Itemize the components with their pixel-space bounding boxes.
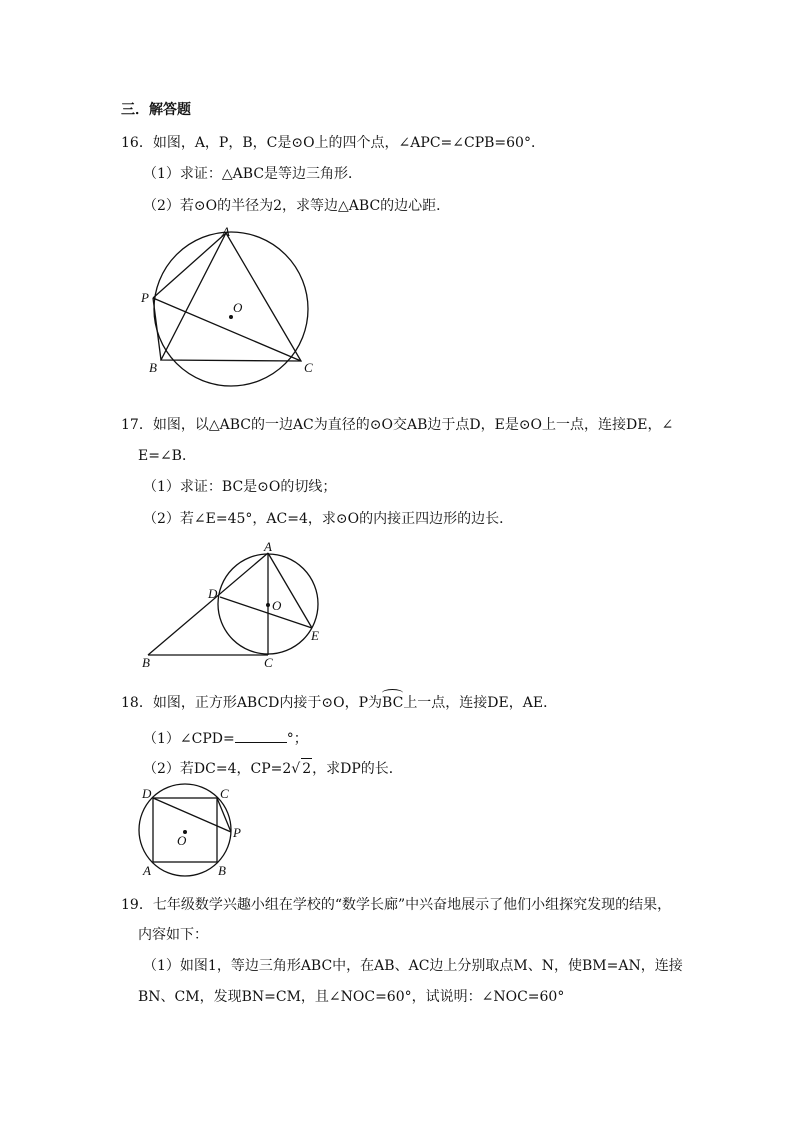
q18-label-o: O bbox=[177, 833, 187, 848]
q18-part2 bbox=[143, 758, 403, 779]
q17-stem-line1: 17．如图，以△ABC的一边AC为直径的⊙O交AB边于点D，E是⊙O上一点，连接DE，∠ bbox=[121, 417, 674, 433]
q16-circle bbox=[154, 232, 308, 386]
q18-label-a: A bbox=[143, 863, 151, 878]
q16-segment-pc bbox=[153, 298, 301, 361]
q19-stem-line1: 19．七年级数学兴趣小组在学校的“数学长廊”中兴奋地展示了他们小组探究发现的结果， bbox=[121, 897, 672, 913]
section-title: 三．解答题 bbox=[121, 102, 191, 118]
q18-stem-post: 上一点，连接DE，AE． bbox=[403, 695, 558, 711]
q17-segment-ab bbox=[148, 553, 268, 655]
q18-coef: 2 bbox=[282, 761, 292, 777]
q16-part2: （2）若⊙O的半径为2，求等边△ABC的边心距． bbox=[143, 198, 451, 214]
q16-stem: 16．如图，A，P，B，C是⊙O上的四个点，∠APC=∠CPB=60°． bbox=[121, 135, 545, 151]
q18-label-c: C bbox=[220, 786, 229, 801]
q18-radicand: 2 bbox=[301, 758, 312, 779]
q16-label-o: O bbox=[233, 300, 243, 315]
q17-figure bbox=[138, 540, 338, 670]
q18-stem-pre: 18．如图，正方形ABCD内接于⊙O，P为 bbox=[121, 695, 383, 711]
q17-stem-line2: E=∠B． bbox=[138, 448, 196, 464]
q19-part1-line2: BN、CM，发现BN=CM，且∠NOC=60°，试说明：∠NOC=60° bbox=[138, 989, 565, 1005]
q17-label-d: D bbox=[208, 586, 218, 601]
q18-figure bbox=[136, 786, 248, 880]
q16-triangle-abc bbox=[161, 233, 301, 361]
q17-label-o: O bbox=[272, 598, 282, 613]
q18-answer-blank[interactable] bbox=[235, 728, 287, 743]
q16-label-b: B bbox=[149, 360, 157, 375]
q18-arc-bc: BC bbox=[382, 695, 404, 711]
q18-label-p: P bbox=[233, 825, 241, 840]
q19-part1-line1: （1）如图1，等边三角形ABC中，在AB、AC边上分别取点M、N，使BM=AN，连接 bbox=[143, 958, 683, 974]
q16-label-c: C bbox=[304, 360, 313, 375]
q16-segment-pa bbox=[153, 233, 226, 298]
q17-part1: （1）求证：BC是⊙O的切线； bbox=[143, 479, 337, 495]
q16-figure bbox=[138, 222, 328, 382]
q18-label-d: D bbox=[142, 786, 152, 801]
q18-part1 bbox=[143, 728, 308, 749]
q17-part2: （2）若∠E=45°，AC=4，求⊙O的内接正四边形的边长． bbox=[143, 511, 514, 527]
q18-part2-pre: （2）若DC=4，CP= bbox=[143, 761, 283, 777]
q17-segment-de bbox=[220, 597, 312, 628]
q17-label-e: E bbox=[311, 628, 319, 643]
q16-label-a: A bbox=[222, 224, 230, 239]
q17-label-c: C bbox=[264, 655, 273, 670]
q17-segment-ae bbox=[268, 553, 312, 628]
q18-part1-post: °； bbox=[286, 731, 308, 747]
q18-label-b: B bbox=[218, 863, 226, 878]
q16-part1: （1）求证：△ABC是等边三角形． bbox=[143, 166, 363, 182]
q17-center-dot bbox=[266, 603, 270, 607]
q17-label-a: A bbox=[264, 539, 272, 554]
q18-part1-pre: （1）∠CPD= bbox=[143, 731, 235, 747]
q16-label-p: P bbox=[141, 290, 149, 305]
q16-center-dot bbox=[229, 315, 233, 319]
q19-stem-line2: 内容如下： bbox=[138, 927, 208, 943]
q16-segment-pb bbox=[153, 298, 161, 360]
q17-label-b: B bbox=[142, 655, 150, 670]
q18-stem bbox=[121, 693, 557, 713]
q18-sqrt-sign: √ bbox=[291, 761, 301, 777]
q18-part2-post: ，求DP的长． bbox=[312, 761, 403, 777]
